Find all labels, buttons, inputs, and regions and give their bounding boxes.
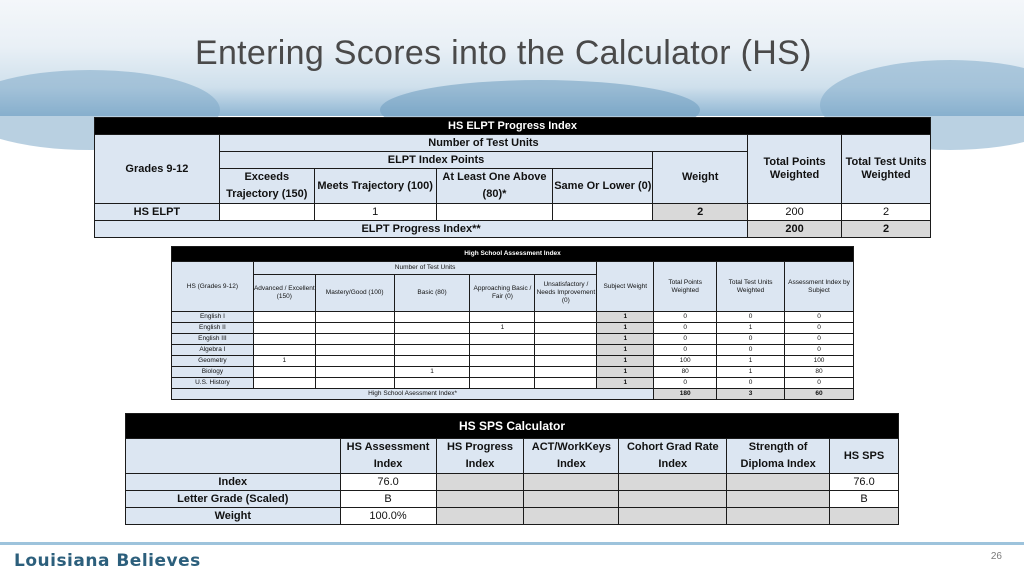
hsai-row-subject-weight: 1 <box>597 378 654 389</box>
elpt-above-header: At Least One Above (80)* <box>436 169 553 204</box>
hsai-table-row <box>172 356 854 367</box>
hsai-total-units-header: Total Test Units Weighted <box>717 262 785 312</box>
elpt-index-total-points: 200 <box>748 221 842 238</box>
hsai-index-value: 60 <box>785 389 854 400</box>
hsai-row-total-units: 0 <box>717 378 785 389</box>
sps-assessment-header: HS Assessment Index <box>340 439 436 474</box>
hsai-table-row <box>172 367 854 378</box>
hsai-row-total-units: 1 <box>717 323 785 334</box>
elpt-row-label: HS ELPT <box>95 204 220 221</box>
sps-weight-assessment: 100.0% <box>340 508 436 525</box>
hsai-row-basic-input[interactable]: 1 <box>394 367 470 378</box>
hsai-row-total-points: 100 <box>654 356 717 367</box>
sps-table-title: HS SPS Calculator <box>126 414 899 439</box>
hsai-row-total-units: 0 <box>717 334 785 345</box>
hsai-table-title: High School Assessment Index <box>172 247 854 262</box>
hsai-row-basic-input[interactable] <box>394 356 470 367</box>
elpt-progress-index-table <box>94 117 931 238</box>
hsai-row-mastery-input[interactable] <box>315 378 394 389</box>
elpt-exceeds-header: Exceeds Trajectory (150) <box>219 169 314 204</box>
hsai-row-total-points: 0 <box>654 378 717 389</box>
hsai-row-approaching-input[interactable] <box>470 312 535 323</box>
elpt-same-input[interactable] <box>553 204 653 221</box>
hsai-row-subject-label: English I <box>172 312 254 323</box>
hsai-row-unsatisfactory-input[interactable] <box>535 378 597 389</box>
elpt-exceeds-input[interactable] <box>219 204 314 221</box>
elpt-index-total-units: 2 <box>842 221 931 238</box>
sps-weight-cohort <box>619 508 727 525</box>
hsai-row-total-points: 80 <box>654 367 717 378</box>
sps-index-strength <box>727 474 830 491</box>
hsai-row-subject-label: Biology <box>172 367 254 378</box>
hsai-row-approaching-input[interactable] <box>470 378 535 389</box>
hsai-row-unsatisfactory-input[interactable] <box>535 356 597 367</box>
sps-weight-strength <box>727 508 830 525</box>
hsai-row-total-units: 1 <box>717 367 785 378</box>
hsai-grades-label: HS (Grades 9-12) <box>172 262 254 312</box>
hsai-row-unsatisfactory-input[interactable] <box>535 312 597 323</box>
elpt-weight-header: Weight <box>653 152 748 204</box>
page-number: 26 <box>990 551 1002 562</box>
hsai-row-mastery-input[interactable] <box>315 356 394 367</box>
elpt-progress-index-label: ELPT Progress Index** <box>95 221 748 238</box>
hsai-row-index-by-subject: 0 <box>785 334 854 345</box>
elpt-weight-value: 2 <box>653 204 748 221</box>
hsai-row-index-by-subject: 0 <box>785 312 854 323</box>
hsai-row-index-by-subject: 100 <box>785 356 854 367</box>
hsai-basic-header: Basic (80) <box>394 275 470 312</box>
hsai-table-row <box>172 323 854 334</box>
sps-index-cohort <box>619 474 727 491</box>
hsai-row-basic-input[interactable] <box>394 323 470 334</box>
hsai-row-subject-label: Geometry <box>172 356 254 367</box>
sps-header-blank <box>126 439 341 474</box>
hsai-row-subject-weight: 1 <box>597 367 654 378</box>
hsai-row-total-points: 0 <box>654 345 717 356</box>
hsai-row-subject-weight: 1 <box>597 345 654 356</box>
hsai-row-subject-weight: 1 <box>597 356 654 367</box>
elpt-index-points-header: ELPT Index Points <box>219 152 652 169</box>
hsai-row-approaching-input[interactable] <box>470 356 535 367</box>
hsai-row-mastery-input[interactable] <box>315 367 394 378</box>
sps-index-progress <box>436 474 524 491</box>
elpt-total-units-header: Total Test Units Weighted <box>842 135 931 204</box>
hsai-row-advanced-input[interactable] <box>253 312 315 323</box>
hsai-index-total-units: 3 <box>717 389 785 400</box>
hsai-table-row <box>172 312 854 323</box>
sps-index-assessment: 76.0 <box>340 474 436 491</box>
hsai-subject-weight-header: Subject Weight <box>597 262 654 312</box>
hsai-table-row <box>172 334 854 345</box>
elpt-total-points-value: 200 <box>748 204 842 221</box>
hsai-table-row <box>172 345 854 356</box>
hsai-row-unsatisfactory-input[interactable] <box>535 367 597 378</box>
sps-grade-sps: B <box>830 491 899 508</box>
elpt-same-header: Same Or Lower (0) <box>553 169 653 204</box>
sps-progress-header: HS Progress Index <box>436 439 524 474</box>
sps-weight-row-label: Weight <box>126 508 341 525</box>
hsai-row-advanced-input[interactable]: 1 <box>253 356 315 367</box>
slide-title: Entering Scores into the Calculator (HS) <box>195 34 812 72</box>
hsai-mastery-header: Mastery/Good (100) <box>315 275 394 312</box>
louisiana-believes-logo: Louisiana Believes <box>14 551 201 571</box>
hsai-row-basic-input[interactable] <box>394 334 470 345</box>
hsai-index-total-points: 180 <box>654 389 717 400</box>
hsai-row-mastery-input[interactable] <box>315 334 394 345</box>
hsai-row-total-points: 0 <box>654 334 717 345</box>
sps-strength-header: Strength of Diploma Index <box>727 439 830 474</box>
hsai-row-subject-label: U.S. History <box>172 378 254 389</box>
sps-index-row-label: Index <box>126 474 341 491</box>
hsai-row-index-by-subject: 80 <box>785 367 854 378</box>
hsai-row-advanced-input[interactable] <box>253 345 315 356</box>
elpt-meets-header: Meets Trajectory (100) <box>314 169 436 204</box>
sps-grade-row-label: Letter Grade (Scaled) <box>126 491 341 508</box>
hsai-row-basic-input[interactable] <box>394 345 470 356</box>
hsai-row-mastery-input[interactable] <box>315 345 394 356</box>
sps-grade-progress <box>436 491 524 508</box>
hsai-row-total-units: 0 <box>717 345 785 356</box>
hsai-row-index-by-subject: 0 <box>785 345 854 356</box>
elpt-meets-input[interactable]: 1 <box>314 204 436 221</box>
sps-grade-cohort <box>619 491 727 508</box>
sps-index-act <box>524 474 619 491</box>
hsai-row-basic-input[interactable] <box>394 312 470 323</box>
elpt-number-of-test-units-header: Number of Test Units <box>219 135 747 152</box>
sps-weight-act <box>524 508 619 525</box>
hsai-row-approaching-input[interactable]: 1 <box>470 323 535 334</box>
hsai-row-advanced-input[interactable] <box>253 323 315 334</box>
hsai-row-mastery-input[interactable] <box>315 323 394 334</box>
hsai-index-label: High School Asessment Index* <box>172 389 654 400</box>
hsai-row-total-points: 0 <box>654 323 717 334</box>
elpt-total-units-value: 2 <box>842 204 931 221</box>
hsai-row-index-by-subject: 0 <box>785 323 854 334</box>
sps-cohort-header: Cohort Grad Rate Index <box>619 439 727 474</box>
hsai-row-basic-input[interactable] <box>394 378 470 389</box>
high-school-assessment-index-table <box>171 246 854 400</box>
hsai-advanced-header: Advanced / Excellent (150) <box>253 275 315 312</box>
hsai-row-subject-weight: 1 <box>597 323 654 334</box>
hsai-table-row <box>172 378 854 389</box>
sps-grade-assessment: B <box>340 491 436 508</box>
hs-sps-calculator-table <box>125 413 899 525</box>
sps-grade-strength <box>727 491 830 508</box>
sps-sps-header: HS SPS <box>830 439 899 474</box>
hsai-row-subject-weight: 1 <box>597 334 654 345</box>
sps-weight-progress <box>436 508 524 525</box>
hsai-row-unsatisfactory-input[interactable] <box>535 323 597 334</box>
hsai-approaching-header: Approaching Basic / Fair (0) <box>470 275 535 312</box>
hsai-index-by-subject-header: Assessment Index by Subject <box>785 262 854 312</box>
elpt-grades-label: Grades 9-12 <box>95 135 220 204</box>
sps-grade-act <box>524 491 619 508</box>
hsai-row-unsatisfactory-input[interactable] <box>535 334 597 345</box>
hsai-row-unsatisfactory-input[interactable] <box>535 345 597 356</box>
hsai-row-subject-label: English III <box>172 334 254 345</box>
sps-act-header: ACT/WorkKeys Index <box>524 439 619 474</box>
footer-divider <box>0 542 1024 545</box>
hsai-unsatisfactory-header: Unsatisfactory / Needs Improvement (0) <box>535 275 597 312</box>
sps-weight-sps <box>830 508 899 525</box>
hsai-number-of-test-units-header: Number of Test Units <box>253 262 596 275</box>
hsai-row-approaching-input[interactable] <box>470 367 535 378</box>
hsai-row-approaching-input[interactable] <box>470 334 535 345</box>
hsai-row-mastery-input[interactable] <box>315 312 394 323</box>
hsai-row-advanced-input[interactable] <box>253 334 315 345</box>
hsai-row-approaching-input[interactable] <box>470 345 535 356</box>
hsai-row-index-by-subject: 0 <box>785 378 854 389</box>
elpt-table-title: HS ELPT Progress Index <box>95 118 931 135</box>
hsai-row-subject-label: English II <box>172 323 254 334</box>
elpt-above-input[interactable] <box>436 204 553 221</box>
hsai-row-subject-label: Algebra I <box>172 345 254 356</box>
hsai-total-points-header: Total Points Weighted <box>654 262 717 312</box>
hsai-row-advanced-input[interactable] <box>253 367 315 378</box>
hsai-row-total-points: 0 <box>654 312 717 323</box>
hsai-row-subject-weight: 1 <box>597 312 654 323</box>
elpt-total-points-header: Total Points Weighted <box>748 135 842 204</box>
sps-index-sps: 76.0 <box>830 474 899 491</box>
hsai-row-advanced-input[interactable] <box>253 378 315 389</box>
hsai-row-total-units: 1 <box>717 356 785 367</box>
hsai-row-total-units: 0 <box>717 312 785 323</box>
